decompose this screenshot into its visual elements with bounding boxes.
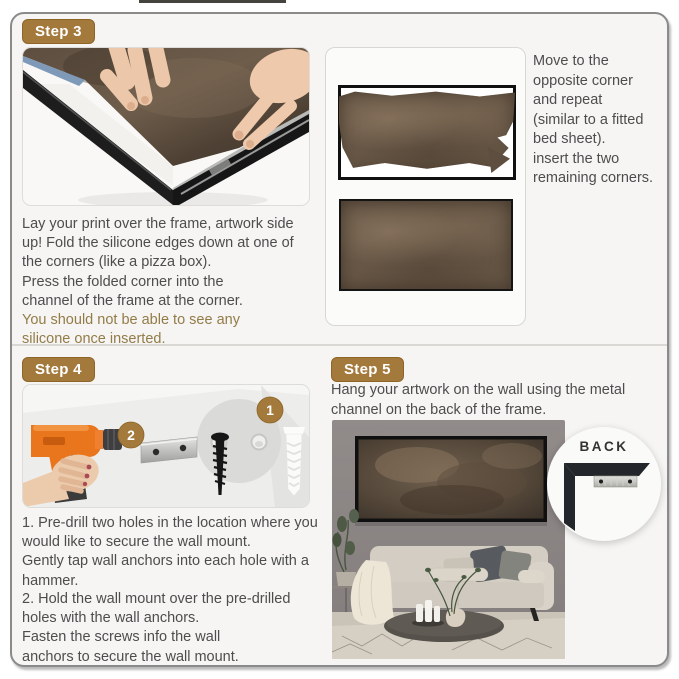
step5-badge: Step 5 bbox=[331, 357, 404, 382]
instruction-line: channel of the frame at the corner. bbox=[22, 292, 243, 309]
step5-instructions bbox=[331, 381, 661, 420]
caption-line: Move to the bbox=[533, 53, 609, 69]
step4-instructions-1 bbox=[22, 514, 322, 591]
instruction-line: Press the folded corner into the bbox=[22, 273, 224, 290]
artwork-fully-inserted bbox=[339, 199, 513, 291]
caption-line: remaining corners. bbox=[533, 170, 654, 186]
instruction-line: hammer. bbox=[22, 572, 79, 589]
hung-artwork bbox=[355, 436, 547, 526]
frame-back-corner-icon bbox=[547, 427, 661, 541]
step3-photo-corner-fold bbox=[22, 47, 310, 206]
corner-insert-panel bbox=[325, 47, 526, 326]
wall-mount-illustration bbox=[23, 385, 309, 507]
step5-photo-living-room bbox=[332, 420, 565, 659]
instruction-line: Lay your print over the frame, artwork side bbox=[22, 216, 294, 232]
highlight-line: You should not be able to see any bbox=[22, 312, 240, 329]
instruction-line: up! Fold the silicone edges down at one of bbox=[22, 235, 294, 252]
caption-line: and repeat bbox=[533, 92, 603, 108]
previous-panel-edge bbox=[139, 0, 286, 3]
instruction-line: holes with the wall anchors. bbox=[22, 610, 200, 627]
step3-badge: Step 3 bbox=[22, 19, 95, 44]
caption-line: insert the two bbox=[533, 150, 620, 167]
back-label: BACK bbox=[579, 439, 629, 454]
instruction-line: 1. Pre-drill two holes in the location where you bbox=[22, 515, 318, 531]
metal-channel-icon bbox=[594, 476, 637, 487]
step-number-marker-2 bbox=[118, 422, 144, 448]
instruction-line: 2. Hold the wall mount over the pre-drilled bbox=[22, 591, 291, 607]
instruction-line: Fasten the screws info the wall bbox=[22, 629, 221, 646]
instruction-line: would like to secure the wall mount. bbox=[22, 534, 251, 551]
svg-text:1: 1 bbox=[266, 402, 274, 418]
svg-text:2: 2 bbox=[127, 427, 135, 443]
instruction-line: Hang your artwork on the wall using the metal bbox=[331, 382, 626, 398]
back-of-frame-inset bbox=[547, 427, 661, 541]
step4-photo-wall-mount bbox=[22, 384, 310, 508]
step3-instructions bbox=[22, 215, 322, 349]
instruction-line: the corners (like a pizza box). bbox=[22, 254, 212, 271]
living-room-illustration bbox=[332, 420, 565, 659]
highlight-line: silicone once inserted. bbox=[22, 331, 166, 348]
instruction-line: Gently tap wall anchors into each hole with a bbox=[22, 553, 309, 570]
caption-line: bed sheet). bbox=[533, 131, 606, 147]
corner-insert-caption bbox=[533, 52, 678, 189]
instruction-line: anchors to secure the wall mount. bbox=[22, 648, 239, 665]
step-number-marker-1 bbox=[257, 397, 283, 423]
instruction-line: channel on the back of the frame. bbox=[331, 401, 547, 418]
step4-badge: Step 4 bbox=[22, 357, 95, 382]
caption-line: (similar to a fitted bbox=[533, 111, 644, 128]
step4-instructions-2 bbox=[22, 590, 322, 667]
print-partially-inserted bbox=[339, 90, 515, 172]
artwork-partially-inserted bbox=[338, 85, 516, 180]
corner-fold-illustration bbox=[23, 48, 309, 205]
caption-line: opposite corner bbox=[533, 72, 633, 89]
